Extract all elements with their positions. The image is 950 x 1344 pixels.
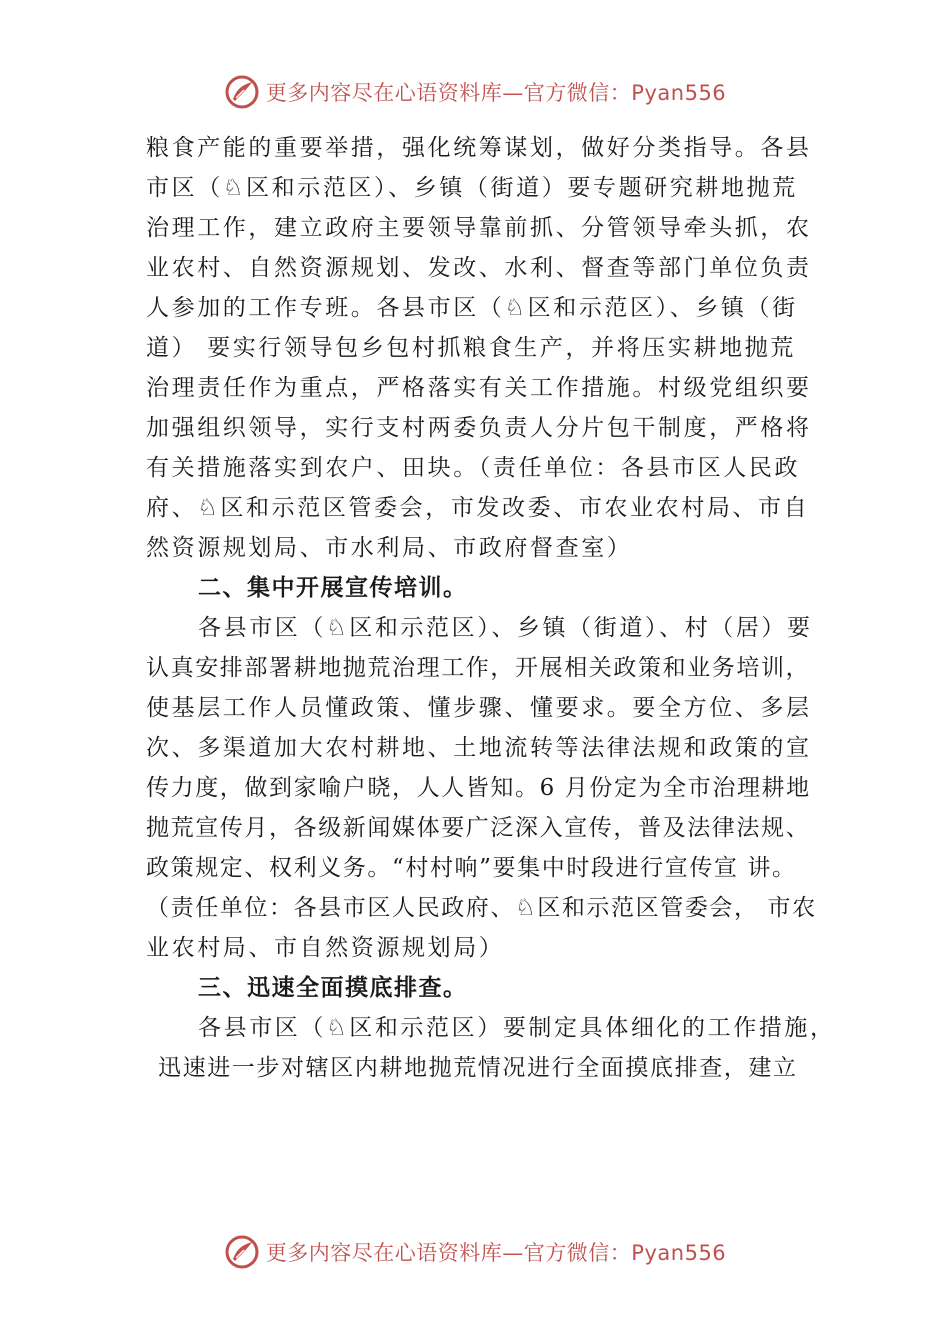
section-heading-3: 三、迅速全面摸底排查。	[198, 975, 468, 1001]
brush-seal-icon	[224, 74, 260, 110]
text-line: 治理责任作为重点，严格落实有关工作措施。村级党组织要	[146, 375, 812, 401]
text-line: （责任单位：各县市区人民政府、♘区和示范区管委会， 市农	[146, 895, 817, 921]
text-line: 业农村、自然资源规划、发改、水利、督查等部门单位负责	[146, 255, 812, 281]
text-line: 使基层工作人员懂政策、懂步骤、懂要求。要全方位、多层	[146, 695, 812, 721]
text-line: 认真安排部署耕地抛荒治理工作，开展相关政策和业务培训，	[146, 655, 811, 681]
section-heading-2: 二、集中开展宣传培训。	[198, 575, 468, 601]
text-line: 有关措施落实到农户、田块。（责任单位：各县市区人民政	[146, 455, 801, 481]
text-line: 抛荒宣传月，各级新闻媒体要广泛深入宣传，普及法律法规、	[146, 815, 811, 841]
text-line: 业农村局、市自然资源规划局）	[146, 935, 505, 961]
paragraph-3	[146, 1008, 836, 1088]
text-line: 迅速进一步对辖区内耕地抛荒情况进行全面摸底排查，建立	[158, 1055, 798, 1081]
watermark-header	[0, 72, 950, 112]
text-line: 府、♘区和示范区管委会，市发改委、市农业农村局、市自	[146, 495, 810, 521]
text-line: 治理工作，建立政府主要领导靠前抓、分管领导牵头抓，农	[146, 215, 812, 241]
document-body	[146, 128, 836, 1088]
watermark-text: 更多内容尽在心语资料库—官方微信：Pyan556	[265, 81, 727, 105]
brush-seal-icon	[224, 1234, 260, 1270]
text-line: 市区（♘区和示范区）、乡镇（街道）要专题研究耕地抛荒	[146, 175, 798, 201]
watermark-footer	[0, 1232, 950, 1272]
text-line: 道） 要实行领导包乡包村抓粮食生产，并将压实耕地抛荒	[146, 335, 796, 361]
text-line: 各县市区（♘区和示范区）要制定具体细化的工作措施，	[198, 1015, 836, 1041]
watermark-text: 更多内容尽在心语资料库—官方微信：Pyan556	[265, 1241, 727, 1265]
text-line: 各县市区（♘区和示范区）、乡镇（街道）、村（居）要	[198, 615, 813, 641]
text-line: 次、多渠道加大农村耕地、土地流转等法律法规和政策的宣	[146, 735, 812, 761]
text-line: 人参加的工作专班。各县市区（♘区和示范区）、乡镇（街	[146, 295, 798, 321]
text-line: 加强组织领导，实行支村两委负责人分片包干制度，严格将	[146, 415, 812, 441]
text-line: 粮食产能的重要举措，强化统筹谋划，做好分类指导。各县	[146, 135, 812, 161]
paragraph-2	[146, 608, 836, 968]
paragraph-1	[146, 128, 836, 568]
text-line: 政策规定、权利义务。“村村响”要集中时段进行宣传宣 讲。	[146, 855, 797, 881]
text-line: 然资源规划局、市水利局、市政府督查室）	[146, 535, 633, 561]
text-line: 传力度，做到家喻户晓，人人皆知。6 月份定为全市治理耕地	[146, 775, 811, 801]
